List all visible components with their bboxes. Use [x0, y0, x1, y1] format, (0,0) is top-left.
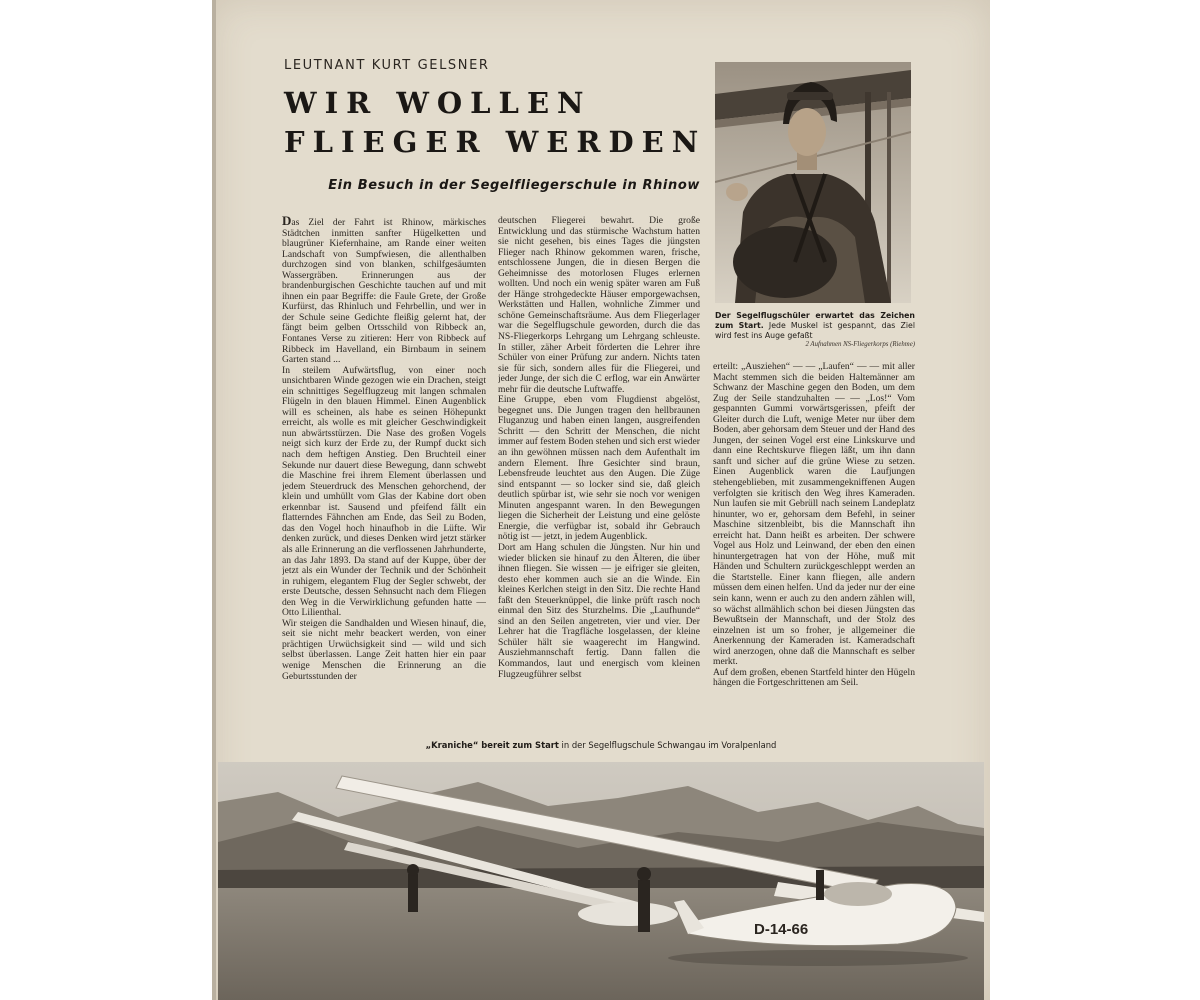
subtitle: Ein Besuch in der Segelfliegerschule in Rhinow	[328, 178, 700, 193]
caption-lead: Der Segelflugschüler erwartet das Zeichen zum Start.	[715, 311, 915, 330]
paragraph: Dort am Hang schulen die Jüngsten. Nur hin und wieder blicken sie hinauf zu den Älteren, die über ihnen fliegen. Sie wissen — je eifriger sie gleiten, desto eher kommen auch sie an die Winde. Ein kleines Kerlchen steigt in den Sitz. Die rechte Hand faßt den Steuerknüppel, die linke prüft rasch noch einmal den Sitz des Sturzhelms. Die „Laufhunde“ sind an den Seilen angetreten, vier und vier. Der Lehrer hat die Tragfläche losgelassen, der kleine Schüler hält sie waagerecht im Hangwind. Ausziehmannschaft fertig. Dann fallen die Kommandos, laut und energisch vom kleinen Flugzeugführer selbst	[498, 541, 700, 680]
photo-credit: 2 Aufnahmen NS-Fliegerkorps (Riehme)	[805, 341, 915, 348]
photo-glider-pilot	[715, 62, 911, 303]
paragraph: Wir steigen die Sandhalden und Wiesen hinauf, die, seit sie nicht mehr beackert werden, von einer prächtigen Urwüchsigkeit sind — wild und sich selbst überlassen. Lange Zeit hatten hier ein paar wenige Menschen die Erinnerung an die Geburtsstunden der	[282, 617, 486, 682]
author-byline: LEUTNANT KURT GELSNER	[284, 58, 490, 73]
article-column-1	[282, 216, 486, 736]
paragraph: In steilem Aufwärtsflug, von einer noch unsichtbaren Winde gezogen wie ein Drachen, steigt ein schnittiges Segelflugzeug mit langen schmalen Flügeln in den blauen Himmel. Einen Augenblick will es scheinen, als habe es seinen Höhepunkt erreicht, als wolle es mit gleicher Geschwindigkeit nun abwärtsstürzen. Die Nase des großen Vogels neigt sich kurz der Erde zu, der Rumpf duckt sich nach dem heftigen Anstieg. Den Bruchteil einer Sekunde nur dauert diese Bewegung, dann schwebt die Maschine frei ihrem Element überlassen und jedem Steuerdruck des Menschen gehorchend, der klein und umhüllt vom Glas der Kabine dort oben erkennbar ist. Sausend und pfeifend fällt ein flatterndes Fähnchen am Ende, das Seil zu Boden, das den Vogel hoch hinaufhob in die Lüfte. Wir denken zurück, und dieses Denken wird jetzt stärker als alle Erinnerung an die verflossenen Jahrhunderte, an das Jahr 1893. Da stand auf der Kuppe, über der jetzt als ein Wunder der Technik und der Schönheit in ruhigem, elegantem Flug der Segler schwebt, der erste Deutsche, dessen Sehnsucht nach dem Fliegen den Weg in die Verwirklichung gefunden hatte — Otto Lilienthal.	[282, 364, 486, 619]
paragraph: erteilt: „Ausziehen“ — — „Laufen“ — — mit aller Macht stemmen sich die beiden Haltemänner am Schwanz der Maschine gegen den Boden, um dem Zug der Seile standzuhalten — — „Los!“ Vom gespannten Gummi vorwärtsgerissen, pfeift der Gleiter durch die Luft, wenige Meter nur über dem Boden, aber gehorsam dem Steuer und der Hand des Jungen, der seinen Vogel erst eine Linkskurve und dann eine Rechtskurve fliegen läßt, um ihn dann sanft und sicher auf die grüne Wiese zu setzen. Einen Augenblick waren die Laufjungen stehengeblieben, mit zusammengekniffenen Augen verfolgten sie kritisch den Weg ihres Kameraden. Nun laufen sie mit Gebrüll nach seinem Landeplatz hinunter, wo er, gehorsam dem Befehl, in seiner Maschine sitzenbleibt, bis die Mannschaft ihn erreicht hat. Dann heißt es arbeiten. Der schwere Vogel aus Holz und Leinwand, der eben den einen hinuntergetragen hat von der Höhe, muß mit Händen und Schultern zurückgeschleppt werden an die Startstelle. Einer kann fliegen, alle andern müssen dem einen helfen. Und da jeder nur der eine sein kann, wenn er auch zu den andern zählen will, so wächst allmählich schon bei diesen Jüngsten das Bewußtsein der Mannschaft, und der Stolz des einzelnen ist um so froher, je allgemeiner die Anerkennung der Kameraden ist. Kameradschaft wird anerzogen, ohne daß die Mannschaft es selber merkt.	[713, 362, 915, 668]
paragraph: Auf dem großen, ebenen Startfeld hinter den Hügeln hängen die Fortgeschrittenen am Seil.	[713, 666, 915, 689]
article-column-3	[713, 362, 915, 736]
drop-cap: D	[282, 216, 292, 228]
photo-gliders-airfield	[218, 762, 984, 1000]
caption-text: Jede Muskel ist gespannt, das Ziel wird fest ins Auge gefaßt	[715, 321, 915, 340]
paragraph: deutschen Fliegerei bewahrt. Die große Entwicklung und das stürmische Wachstum hatten sie nicht gesehen, bis eines Tages die jüngsten Flieger nach Rhinow gekommen waren, frische, entschlossene Jungen, die in diesen Bergen die Geheimnisse des motorlosen Fluges erlernen wollten. Und noch ein wenig später waren am Fuß der Hänge strohgedeckte Häuser emporgewachsen, Werkstätten und Hallen, wohnliche Zimmer und schöne Gemeinschaftsräume. Aus dem Fliegerlager war die Segelflugschule geworden, durch die das NS-Fliegerkorps Lehrgang um Lehrgang schleuste. In stiller, zäher Arbeit förderten die Lehrer ihre Schüler von einer Prüfung zur andern. Nichts taten sie für sich, sondern alles für die Fliegerei, und jeder Junge, der sich die C erflog, war ein Anwärter mehr für die deutsche Luftwaffe.	[498, 216, 700, 395]
magazine-page	[212, 0, 990, 1000]
headline-line-2: FLIEGER WERDEN	[284, 125, 707, 159]
headline-line-1: WIR WOLLEN	[284, 86, 592, 120]
article-column-2	[498, 216, 700, 736]
glider-registration: D-14-66	[754, 921, 809, 938]
bottom-photo-caption	[212, 740, 990, 750]
paragraph: Eine Gruppe, eben vom Flugdienst abgelöst, begegnet uns. Die Jungen tragen den hellbraunen Fluganzug und haben einen langen, ausgreifenden Schritt — den Schritt der Menschen, die nicht immer auf festem Boden stehen und sich erst wieder an ihn gewöhnen müssen nach dem Aufenthalt im andern Element. Ihre Gesichter sind braun, Lebensfreude leuchtet aus den Augen. Die Züge sind entspannt — so locker sind sie, daß gleich deutlich spürbar ist, wie sehr sie noch vor wenigen Minuten angespannt waren. In den Bewegungen liegen die Sicherheit der Leistung und eine gelöste Energie, die verfügbar ist, sobald ihr Gebrauch nötig ist — jetzt, in jedem Augenblick.	[498, 394, 700, 543]
photo-caption	[715, 311, 915, 341]
caption-text: in der Segelflugschule Schwangau im Voralpenland	[561, 740, 777, 750]
caption-lead: „Kraniche“ bereit zum Start	[425, 740, 559, 750]
paragraph: as Ziel der Fahrt ist Rhinow, märkisches Städtchen inmitten sanfter Hügelketten und blaugrüner Kiefernhaine, am Rande einer weiten Landschaft von Sumpfwiesen, die allenthalben durchzogen sind von blanken, schilfgesäumten Wassergräben. Erinnerungen aus der brandenburgischen Geschichte tauchen auf und mit ihnen ein paar Begriffe: die Faule Grete, der Große Kurfürst, das Rhinluch und Fehrbellin, und wer in der Schule seine Gedichte fleißig gelernt hat, der fängt beim gelben Ortsschild von Ribbeck an, Fontanes Verse zu zitieren: Herr von Ribbeck auf Ribbeck im Havelland, ein Birnbaum in seinem Garten stand ...	[282, 217, 486, 366]
